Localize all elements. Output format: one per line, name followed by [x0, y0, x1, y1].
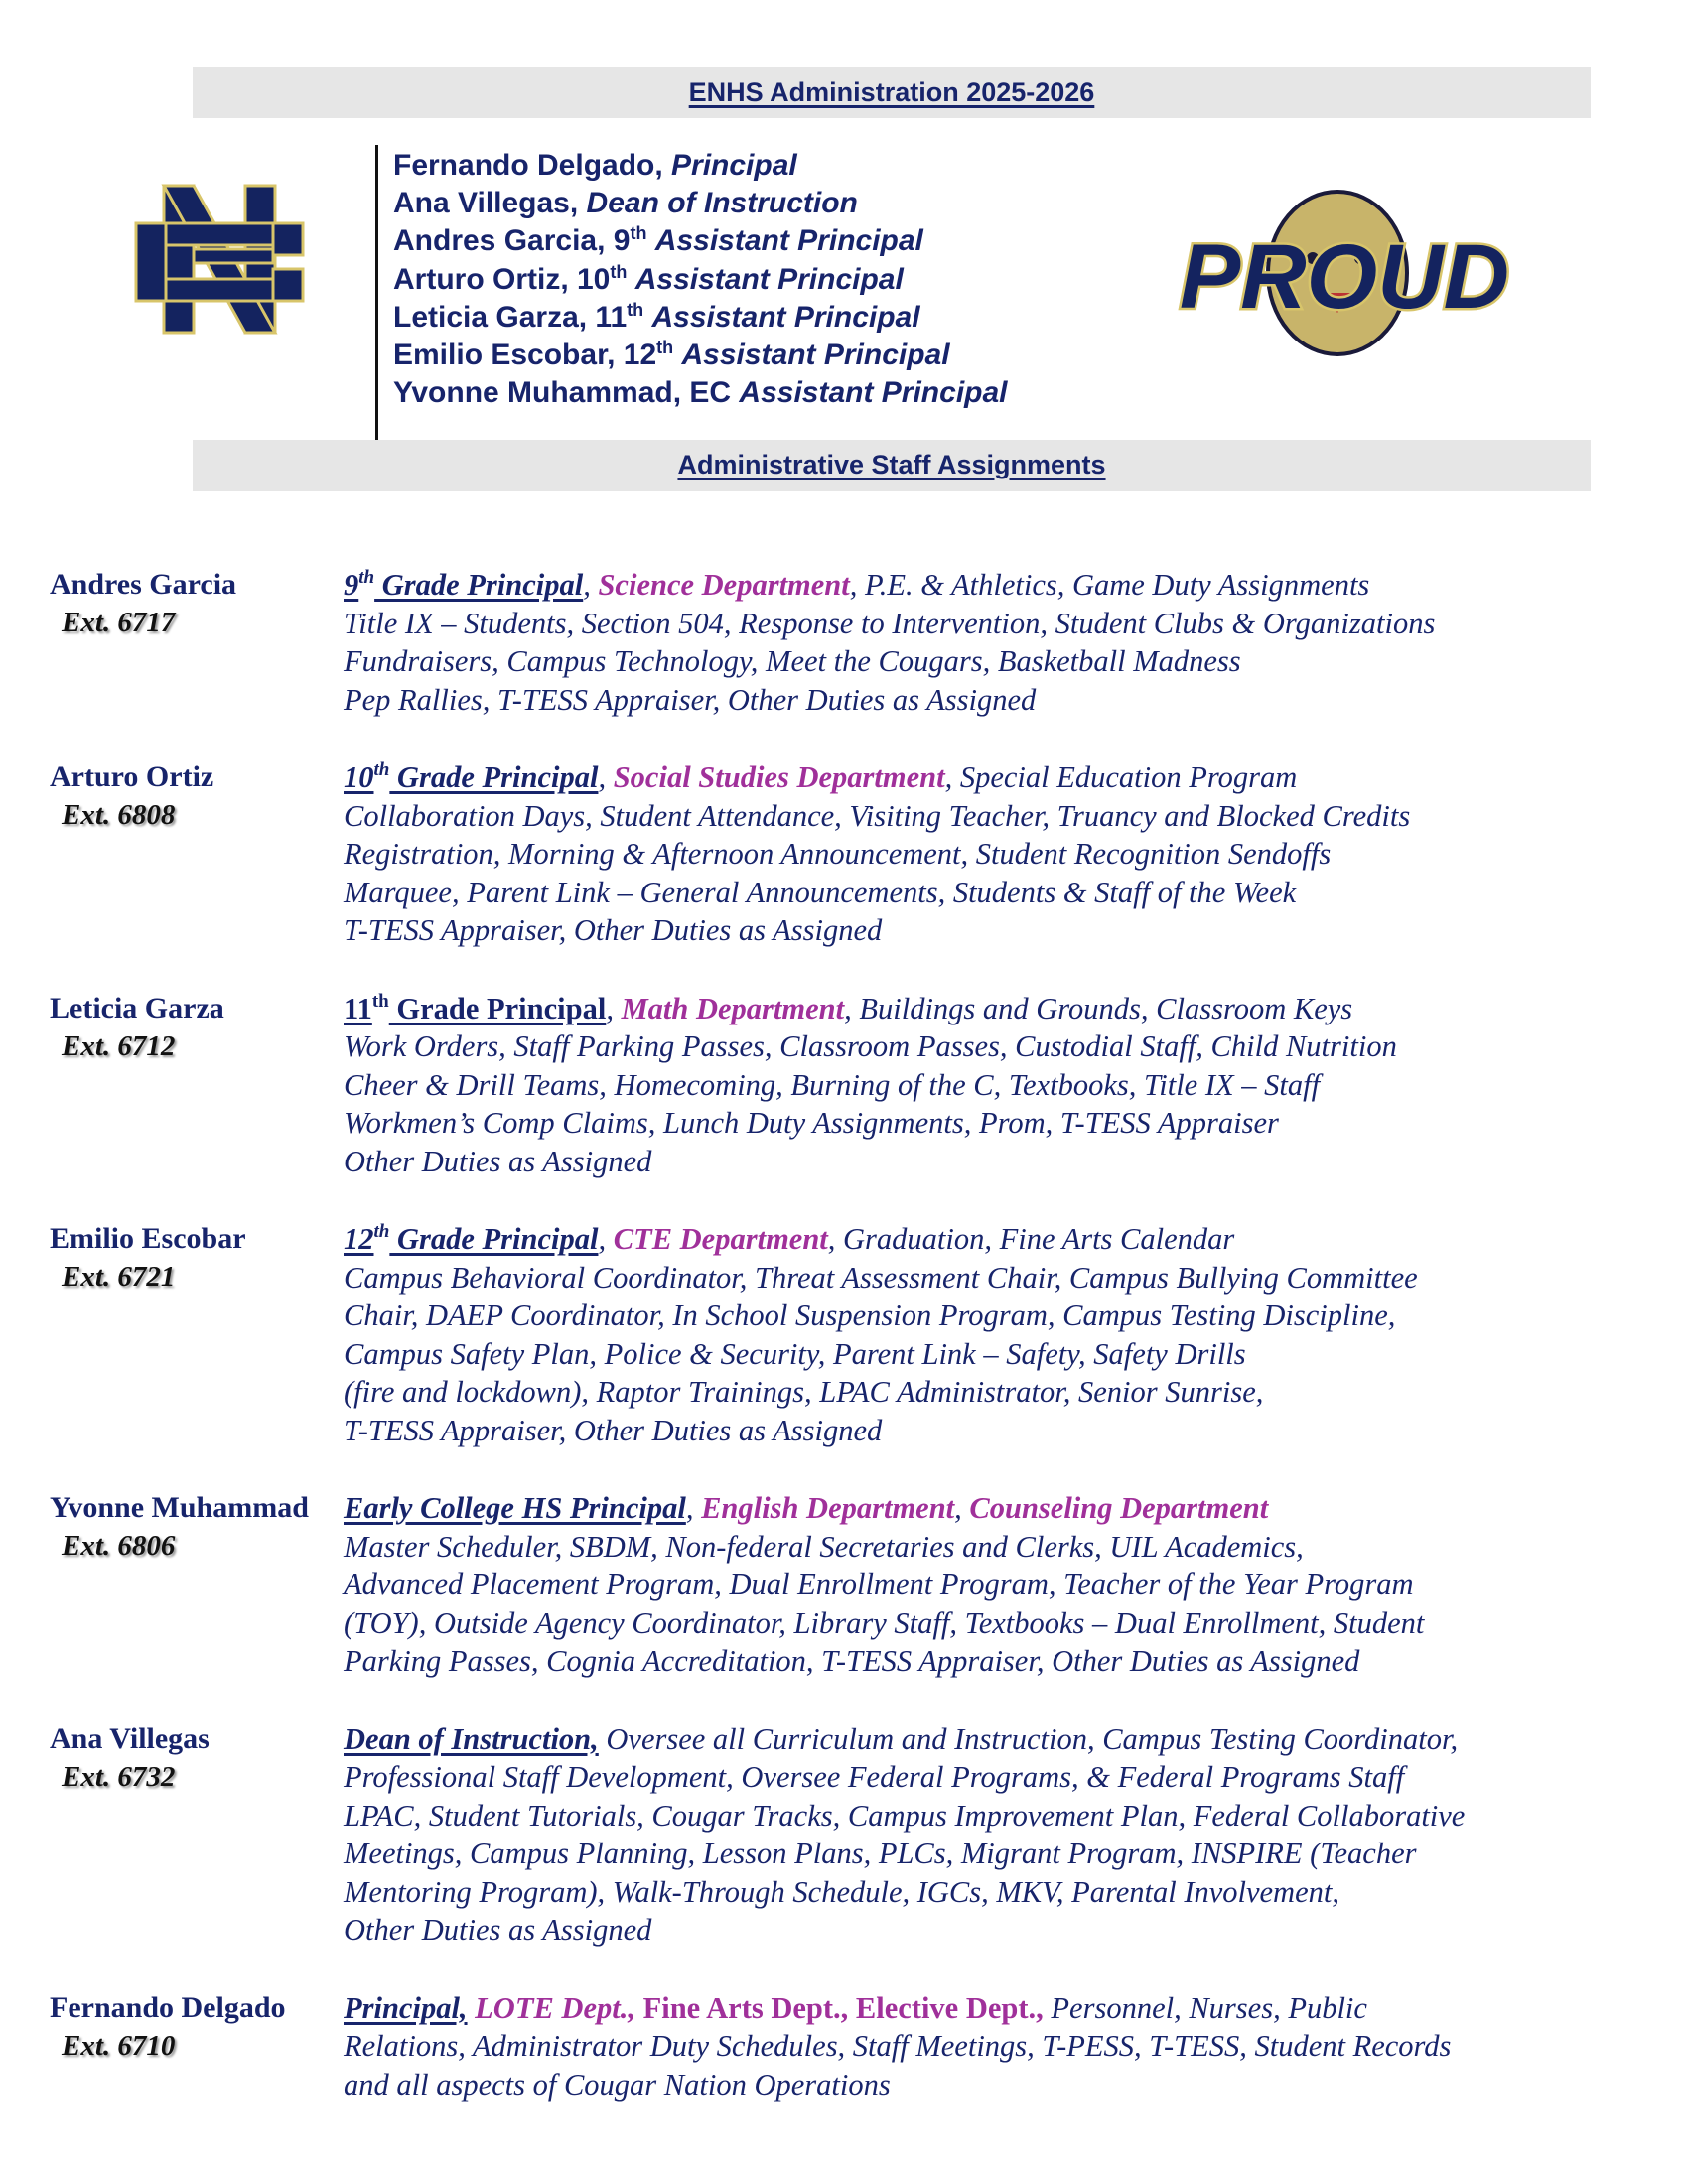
phone-extension: Ext. 6721 [62, 1261, 176, 1293]
subtitle-band [193, 440, 1591, 491]
admin-role: Dean of Instruction [586, 187, 858, 220]
administrator-name: Fernando Delgado [50, 1990, 286, 2024]
duty-line: Collaboration Days, Student Attendance, Visiting Teacher, Truancy and Blocked Credits [344, 798, 1411, 833]
title-band [193, 67, 1591, 118]
phone-extension: Ext. 6712 [62, 1029, 176, 1062]
administrator-name: Andres Garcia [50, 568, 237, 601]
ordinal-suffix: th [371, 990, 389, 1012]
department: English Department [701, 1491, 955, 1525]
role-title: 9 [344, 568, 359, 602]
duty-line-primary [344, 1220, 1658, 1259]
page-title: ENHS Administration 2025-2026 [688, 77, 1095, 107]
duty-line: Mentoring Program), Walk-Through Schedule, IGCs, MKV, Parental Involvement, [344, 1874, 1339, 1909]
duty-line: T-TESS Appraiser, Other Duties as Assigned [344, 1413, 883, 1447]
admin-name: Emilio Escobar, 12 [393, 339, 657, 372]
role-title: Grade Principal [374, 568, 584, 602]
duty-line-primary [344, 1989, 1658, 2028]
admin-role: Principal [671, 149, 797, 182]
duty-text: , [598, 1222, 614, 1256]
admin-name: Andres Garcia, 9 [393, 224, 631, 258]
admin-role: Assistant Principal [634, 262, 904, 296]
admin-line [393, 374, 1008, 412]
role-title: 11 [344, 991, 372, 1025]
department: Math Department [621, 991, 845, 1025]
administrator-name: Yvonne Muhammad [50, 1491, 309, 1524]
duty-text: , [685, 1491, 702, 1525]
duty-text: , P.E. & Athletics, Game Duty Assignments [849, 568, 1370, 602]
duties [344, 990, 1658, 1181]
role-title: Early College HS Principal [344, 1491, 686, 1525]
duty-line-primary [344, 758, 1658, 797]
admin-name: Arturo Ortiz, 10 [393, 262, 611, 296]
duty-line: Workmen’s Comp Claims, Lunch Duty Assignments, Prom, T-TESS Appraiser [344, 1106, 1279, 1140]
role-title: 10 [344, 760, 374, 794]
duty-line: Meetings, Campus Planning, Lesson Plans, PLCs, Migrant Program, INSPIRE (Teacher [344, 1837, 1417, 1870]
duty-line: Pep Rallies, T-TESS Appraiser, Other Duties as Assigned [344, 682, 1037, 717]
duty-line: (TOY), Outside Agency Coordinator, Library Staff, Textbooks – Dual Enrollment, Student [344, 1605, 1425, 1640]
duty-line: Other Duties as Assigned [344, 1913, 652, 1947]
department: CTE Department [613, 1222, 828, 1256]
role-title: Grade Principal [388, 991, 607, 1025]
duty-line: Chair, DAEP Coordinator, In School Suspension Program, Campus Testing Discipline, [344, 1298, 1396, 1332]
ordinal-suffix: th [630, 223, 647, 244]
department: Science Department [598, 568, 850, 602]
assignment-section [50, 566, 1658, 719]
administrator-name: Ana Villegas [50, 1721, 210, 1755]
duty-line: T-TESS Appraiser, Other Duties as Assigned [344, 913, 883, 947]
duties [344, 566, 1658, 719]
duty-text: , [954, 1491, 970, 1525]
duty-text: , [598, 760, 614, 794]
proud-wordmark: PROUD [1179, 226, 1510, 328]
duty-line: Title IX – Students, Section 504, Response to Intervention, Student Clubs & Organizations [344, 606, 1436, 640]
duties [344, 1720, 1658, 1950]
administrator-name: Leticia Garza [50, 991, 224, 1024]
duties [344, 758, 1658, 950]
duty-line: Campus Safety Plan, Police & Security, Parent Link – Safety, Safety Drills [344, 1336, 1246, 1371]
duty-text: , [583, 568, 599, 602]
duty-line: and all aspects of Cougar Nation Operations [344, 2067, 891, 2102]
assignment-section [50, 1989, 1658, 2105]
assignment-section [50, 758, 1658, 950]
admin-name: Yvonne Muhammad, EC [393, 376, 740, 410]
admin-line [393, 222, 1008, 260]
phone-extension: Ext. 6806 [62, 1530, 176, 1562]
assignment-section [50, 990, 1658, 1181]
duty-line: Advanced Placement Program, Dual Enrollment Program, Teacher of the Year Program [344, 1568, 1414, 1601]
administrator-name: Arturo Ortiz [50, 760, 214, 793]
department: Social Studies Department [613, 760, 945, 794]
admin-line [393, 261, 1008, 299]
ordinal-suffix: th [656, 338, 674, 358]
duties [344, 1489, 1658, 1681]
duty-line: Parking Passes, Cognia Accreditation, T-TESS Appraiser, Other Duties as Assigned [344, 1644, 1360, 1678]
role-title: Grade Principal [389, 760, 599, 794]
phone-extension: Ext. 6717 [62, 607, 176, 638]
duty-line: Campus Behavioral Coordinator, Threat Assessment Chair, Campus Bullying Committee [344, 1260, 1418, 1295]
duty-text: Personnel, Nurses, Public [1043, 1990, 1367, 2025]
phone-extension: Ext. 6710 [62, 2029, 176, 2062]
ordinal-suffix: th [373, 1221, 390, 1242]
nd-monogram-logo [134, 184, 305, 335]
duty-line: Master Scheduler, SBDM, Non-federal Secretaries and Clerks, UIL Academics, [344, 1529, 1304, 1564]
admin-role: Assistant Principal [681, 339, 950, 372]
admin-line [393, 147, 1008, 185]
duty-text [635, 1991, 643, 2025]
assignments-list [50, 566, 1658, 2143]
role-title: Principal, [344, 1990, 468, 2025]
role-title: 12 [344, 1222, 374, 1256]
duty-text: , Buildings and Grounds, Classroom Keys [844, 991, 1353, 1025]
department: LOTE Dept., [475, 1990, 635, 2025]
duty-text: Oversee all Curriculum and Instruction, Campus Testing Coordinator, [598, 1721, 1459, 1756]
admin-role: Assistant Principal [651, 300, 920, 334]
admin-name: Ana Villegas, [393, 187, 587, 220]
admin-role: Assistant Principal [654, 224, 923, 258]
duty-line-primary [344, 990, 1658, 1028]
admin-line [393, 185, 1008, 222]
spacer [646, 224, 654, 257]
spacer [627, 263, 634, 296]
duty-line: Cheer & Drill Teams, Homecoming, Burning of the C, Textbooks, Title IX – Staff [344, 1067, 1321, 1102]
admin-name: Fernando Delgado, [393, 149, 672, 182]
duty-line-primary [344, 566, 1658, 605]
ordinal-suffix: th [358, 567, 375, 588]
administrator-list [393, 147, 1008, 412]
duty-line: Registration, Morning & Afternoon Announcement, Student Recognition Sendoffs [344, 837, 1332, 871]
duty-line: (fire and lockdown), Raptor Trainings, LPAC Administrator, Senior Sunrise, [344, 1375, 1264, 1409]
role-title: Grade Principal [389, 1222, 599, 1256]
admin-role: Assistant Principal [739, 376, 1008, 410]
duty-text: , [606, 991, 622, 1025]
duty-line: LPAC, Student Tutorials, Cougar Tracks, Campus Improvement Plan, Federal Collaborative [344, 1798, 1466, 1833]
ordinal-suffix: th [627, 299, 644, 320]
duty-text: , Graduation, Fine Arts Calendar [827, 1222, 1235, 1256]
duties [344, 1989, 1658, 2105]
duty-line: Fundraisers, Campus Technology, Meet the Cougars, Basketball Madness [344, 644, 1241, 678]
department: Fine Arts Dept., Elective Dept., [642, 1990, 1044, 2025]
phone-extension: Ext. 6808 [62, 799, 176, 831]
assignment-section [50, 1220, 1658, 1449]
admin-line [393, 337, 1008, 374]
duty-line: Work Orders, Staff Parking Passes, Classroom Passes, Custodial Staff, Child Nutrition [344, 1029, 1397, 1063]
duties [344, 1220, 1658, 1449]
duty-line-primary [344, 1720, 1658, 1759]
duty-line: Marquee, Parent Link – General Announcements, Students & Staff of the Week [344, 875, 1297, 909]
role-title: Dean of Instruction, [344, 1721, 599, 1756]
duty-line: Professional Staff Development, Oversee Federal Programs, & Federal Programs Staff [344, 1760, 1405, 1794]
administrator-name: Emilio Escobar [50, 1222, 246, 1255]
ordinal-suffix: th [373, 759, 390, 780]
admin-line [393, 299, 1008, 337]
proud-cougar-logo [1134, 184, 1555, 359]
department: Counseling Department [969, 1491, 1269, 1525]
assignment-section [50, 1720, 1658, 1950]
header-divider [375, 145, 378, 441]
ordinal-suffix: th [610, 261, 628, 282]
duty-line: Relations, Administrator Duty Schedules, Staff Meetings, T-PESS, T-TESS, Student Records [344, 2029, 1452, 2063]
duty-line: Other Duties as Assigned [344, 1144, 652, 1178]
section-title: Administrative Staff Assignments [677, 450, 1106, 479]
assignment-section [50, 1489, 1658, 1681]
duty-text: , Special Education Program [944, 760, 1298, 794]
phone-extension: Ext. 6732 [62, 1760, 176, 1793]
admin-name: Leticia Garza, 11 [393, 300, 628, 334]
duty-line-primary [344, 1489, 1658, 1528]
